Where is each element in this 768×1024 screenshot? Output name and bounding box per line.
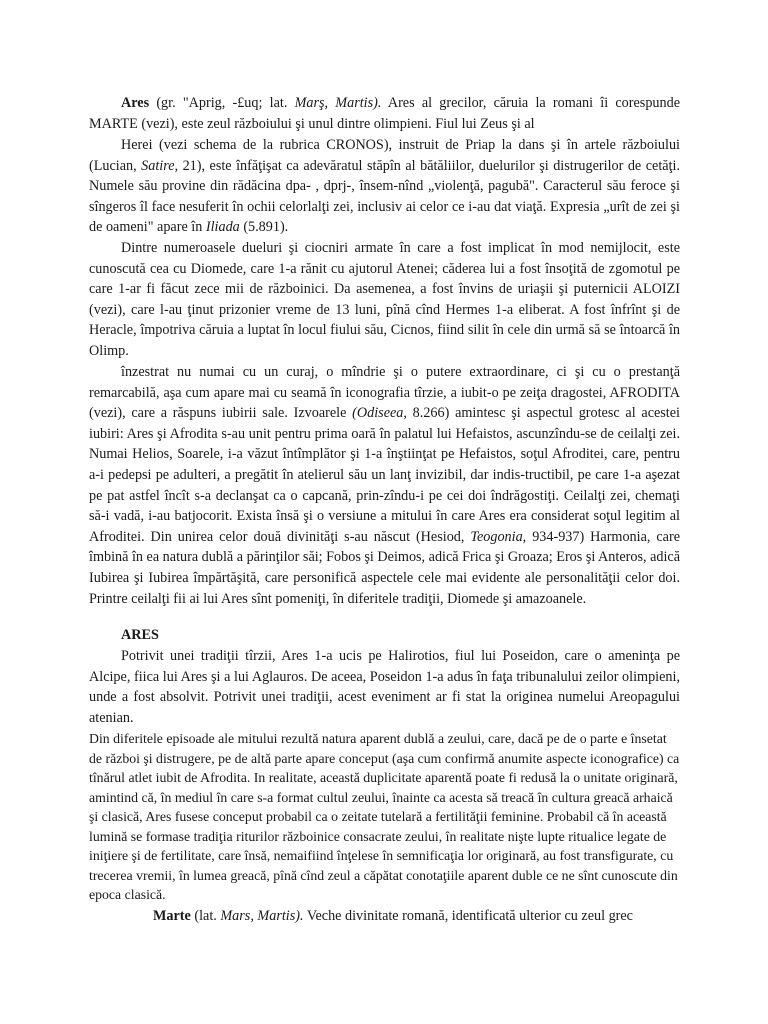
paragraph-ares-halirotios <box>89 646 680 728</box>
paragraph-text: (lat. <box>190 908 221 924</box>
paragraph-text: 934-937) Harmonia, care îmbină în ea natura dublă a părinţilor săi; Fobos şi Deimos, adică Frica şi Groaza; Eros şi Anteros, adică Iubirea şi Iubirea împărtăşită, care personifică aspectele cele mai evidente ale personalităţii celor doi. Printre ceilalţi fii ai lui Ares sînt pomeniţi, în diferitele tradiţii, Diomede şi amazoanele. <box>89 528 681 607</box>
italic-text: (Odiseea, <box>352 405 407 422</box>
paragraph-text: Din diferitele episoade ale mitului rezultă natura aparent dublă a zeului, care, dacă pe de o parte e însetat de război şi distrugere, pe de altă parte apare conceput (aşa cum confirmă anumite aspecte iconografice) ca tînărul atlet iubit de Afrodita. In realitate, această duplicitate aparentă poate fi redusă la o unitate originară, amintind că, în mediul în care s-a format cultul zeului, înainte ca acesta să treacă în cultura greacă arhaică şi clasică, Ares fusese conceput probabil ca o zeitate tutelară a fertilităţii feminine. Probabil că în această lumină se formase tradiţia riturilor războinice consacrate zeului, în realitate nişte lupte ritualice legate de iniţiere şi de fertilitate, care însă, nemaifiind înţelese în semnificaţia lor originară, au fost transfigurate, cu trecerea vremii, în lumea greacă, pînă cînd zeul a căpătat conotaţiile aparent duble ce ne sînt cunoscute din epoca clasică. <box>89 731 680 902</box>
paragraph-text: înzestrat nu numai cu un curaj, o mîndrie şi o putere extraordinare, ci şi cu o prestanţă remarcabilă, aşa cum apare mai cu seamă în iconografia tîrzie, a iubit-o pe zeiţa dragostei, AFRODITA (vezi), care a răspuns iubirii sale. Izvoarele <box>89 364 680 422</box>
italic-text: Teogonia, <box>470 528 527 545</box>
section-heading-ares: ARES <box>121 627 159 643</box>
paragraph-text: Ares al grecilor, căruia la romani îi corespunde MARTE (vezi), este zeul războiului şi unul dintre olimpieni. Fiul lui Zeus şi al <box>89 95 680 132</box>
paragraph-ares-duels <box>89 238 680 362</box>
paragraph-text: Dintre numeroasele dueluri şi ciocniri armate în care a fost implicat în mod nemijlocit, este cunoscută cea cu Diomede, care 1-a rănit cu ajutorul Atenei; căderea lui a fost însoţită de zgomotul pe care 1-ar fi făcut zece mii de războinici. Da asemenea, a fost învins de uriaşii şi puternicii ALOIZI (vezi), care l-au ţinut prizonier vreme de 13 luni, pînă cînd Hermes 1-a eliberat. A fost înfrînt şi de Heracle, împotriva căruia a luptat în locul fiului său, Cicnos, fiind silit în cele din urmă să se întoarcă în Olimp. <box>89 240 680 359</box>
paragraph-text: Herei (vezi schema de la rubrica CRONOS), instruit de Priap la dans şi în artele războiului (Lucian, <box>89 137 680 174</box>
italic-text: Satire, <box>141 157 179 174</box>
paragraph-ares-intro <box>89 93 680 134</box>
paragraph-text: (5.891). <box>239 219 289 236</box>
paragraph-text: 8.266) amintesc şi aspectul grotesc al acestei iubiri: Ares şi Afrodita s-au unit pentru prima oară în palatul lui Hefaistos, ascunzîndu-se de ceilalţi zei. Numai Helios, Soarele, i-a văzut întîmplător şi 1-a înştiinţat pe Hefaistos, soţul Afroditei, care, pentru a-i pedepsi pe adulteri, a pregătit în atelierul său un lanţ invizibil, dar indis-tructibil, pe care 1-a aşezat pe pat astfel încît s-a declanşat ca o capcană, prin-zîndu-i pe cei doi îndrăgostiţi. Ceilalţi zei, chemaţi să-i vadă, i-au batjocorit. Exista însă şi o versiune a mitului în care Ares era considerat soţul legitim al Afroditei. Din unirea celor două divinităţi s-au născut (Hesiod, <box>89 405 680 545</box>
italic-text: Mars, Martis). <box>220 908 304 924</box>
entry-term-marte: Marte <box>153 908 191 924</box>
paragraph-ares-duality <box>89 729 681 905</box>
paragraph-text: Veche divinitate romană, identificată ulterior cu zeul grec <box>303 908 633 924</box>
paragraph-text: 21), este înfăţişat ca adevăratul stăpîn al bătăliilor, duelurilor şi distrugerilor de cetăţi. Numele său provine din rădăcina dpa- , dprj-, însem-nînd „violenţă, pagubă". Caracterul său feroce şi sîngeros îl face nesuferit în ochii celorlalţi zei, inclusiv ai celor ce i-au dat viaţă. Expresia „urît de zei şi de oameni" apare în <box>89 157 680 236</box>
paragraph-ares-origin <box>89 135 680 238</box>
paragraph-text: Potrivit unei tradiţii tîrzii, Ares 1-a ucis pe Halirotios, fiul lui Poseidon, care o ameninţa pe Alcipe, fiica lui Ares şi a lui Aglauros. De aceea, Poseidon 1-a adus în faţa tribunalului zeilor olimpieni, unde a fost absolvit. Potrivit unei tradiţii, acest eveniment ar fi stat la originea numelui Areopagului atenian. <box>89 648 680 726</box>
paragraph-text: (gr. "Aprig, -£uq; lat. <box>149 95 295 111</box>
italic-text: Marş, Martis). <box>294 95 382 111</box>
italic-text: Iliada <box>205 219 240 236</box>
entry-term-ares: Ares <box>121 95 150 111</box>
paragraph-marte-intro <box>89 906 680 927</box>
paragraph-ares-afrodita <box>89 362 680 609</box>
